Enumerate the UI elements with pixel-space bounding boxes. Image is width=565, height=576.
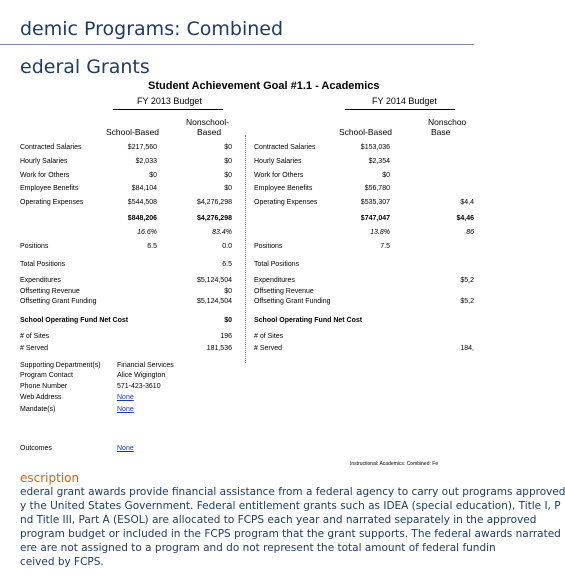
info-value: 571-423-3610	[117, 383, 161, 390]
row-value: $0	[382, 172, 390, 179]
pct-value: 16.6%	[137, 229, 157, 236]
description-heading: escription	[20, 471, 80, 485]
row-label: Contracted Salaries	[254, 144, 316, 151]
description-line: ceived by FCPS.	[20, 556, 104, 568]
title-divider	[0, 44, 474, 45]
description-line: ederal grant awards provide financial assistance from a federal agency to carry out programs approved	[20, 486, 565, 498]
row-value: $0	[224, 185, 232, 192]
row-label: School Operating Fund Net Cost	[254, 317, 363, 324]
mandate-link[interactable]: None	[117, 406, 134, 413]
row-label: Total Positions	[254, 261, 300, 268]
col-nonschool-2014-b: Base	[431, 127, 451, 137]
row-label: # Served	[254, 345, 283, 352]
pct-value: 86	[466, 229, 474, 236]
row-value: 6.5	[147, 243, 157, 250]
page-title: demic Programs: Combined	[20, 18, 284, 40]
total-value: $747,047	[360, 215, 390, 222]
row-value: $0	[224, 158, 232, 165]
row-label: Positions	[254, 243, 283, 250]
row-value: $56,780	[364, 185, 390, 192]
pct-value: 83.4%	[212, 229, 232, 236]
row-label: Expenditures	[20, 277, 61, 284]
row-label: Expenditures	[254, 277, 295, 284]
row-label: School Operating Fund Net Cost	[20, 317, 129, 324]
row-value: $5,2	[460, 277, 474, 284]
fy2013-label: FY 2013 Budget	[137, 96, 202, 106]
year-divider	[245, 135, 246, 363]
row-value: 0.0	[222, 243, 232, 250]
row-value: $5,2	[460, 298, 474, 305]
row-value: $2,033	[135, 158, 157, 165]
row-value: $153,036	[360, 144, 390, 151]
row-label: Contracted Salaries	[20, 144, 82, 151]
row-label: Positions	[20, 243, 49, 250]
row-label: Offsetting Grant Funding	[254, 298, 331, 305]
row-value: 184,	[460, 345, 474, 352]
row-value: $0	[149, 172, 157, 179]
row-value: $0	[224, 172, 232, 179]
row-value: $4,4	[460, 199, 474, 206]
row-label: Hourly Salaries	[254, 158, 302, 165]
row-label: Employee Benefits	[20, 185, 79, 192]
pct-value: 13.8%	[370, 229, 390, 236]
row-value: 6.5	[222, 261, 232, 268]
row-value: $84,104	[131, 185, 157, 192]
fy2013-underline	[113, 109, 223, 110]
row-value: 7.5	[380, 243, 390, 250]
info-label: Web Address	[20, 394, 62, 401]
row-label: Hourly Salaries	[20, 158, 68, 165]
col-nonschool-2014-a: Nonschoo	[428, 117, 467, 127]
row-value: $4,276,298	[196, 199, 232, 206]
total-value: $4,276,298	[196, 215, 232, 222]
row-value: 181,536	[206, 345, 232, 352]
description-line: ere are not assigned to a program and do not represent the total amount of federal fundin	[20, 542, 496, 554]
info-label: Outcomes	[20, 445, 52, 452]
col-nonschool-2013-a: Nonschool-	[186, 117, 229, 127]
row-label: Employee Benefits	[254, 185, 313, 192]
total-value: $848,206	[127, 215, 157, 222]
row-value: 196	[220, 333, 232, 340]
row-label: Total Positions	[20, 261, 66, 268]
col-nonschool-2013-b: Based	[197, 127, 222, 137]
description-line: nd Title III, Part A (ESOL) are allocated to FCPS each year and narrated separately in the approved	[20, 514, 537, 526]
web-address-link[interactable]: None	[117, 394, 134, 401]
col-school-based-2013: School-Based	[106, 127, 159, 137]
section-title: ederal Grants	[20, 56, 150, 78]
outcomes-link[interactable]: None	[117, 445, 134, 452]
row-label: Work for Others	[254, 172, 304, 179]
info-value: Financial Services	[117, 362, 174, 369]
row-label: Offsetting Revenue	[254, 288, 314, 295]
footnote: Instructional: Academics: Combined: Fe	[350, 461, 439, 467]
row-label: Operating Expenses	[20, 199, 84, 206]
info-label: Mandate(s)	[20, 406, 56, 413]
row-label: # Served	[20, 345, 49, 352]
row-value: $217,560	[127, 144, 157, 151]
description-line: program budget or included in the FCPS program that the grant supports. The federal awards narrated	[20, 528, 561, 540]
row-label: # of Sites	[254, 333, 284, 340]
goal-title: Student Achievement Goal #1.1 - Academics	[148, 80, 380, 92]
col-school-based-2014: School-Based	[339, 127, 392, 137]
row-label: Offsetting Grant Funding	[20, 298, 97, 305]
row-value: $0	[224, 317, 232, 324]
info-value: Alice Wigington	[117, 372, 166, 379]
description-line: y the United States Government. Federal entitlement grants such as IDEA (special education), Title I, P	[20, 500, 561, 512]
fy2014-label: FY 2014 Budget	[372, 96, 437, 106]
info-label: Program Contact	[20, 372, 73, 379]
fy2014-underline	[345, 109, 455, 110]
row-value: $544,508	[127, 199, 157, 206]
row-value: $2,354	[368, 158, 390, 165]
row-label: Work for Others	[20, 172, 70, 179]
row-value: $535,307	[360, 199, 390, 206]
info-label: Phone Number	[20, 383, 68, 390]
row-value: $0	[224, 288, 232, 295]
info-label: Supporting Department(s)	[20, 362, 101, 369]
row-value: $0	[224, 144, 232, 151]
row-value: $5,124,504	[196, 298, 232, 305]
row-label: # of Sites	[20, 333, 50, 340]
row-label: Operating Expenses	[254, 199, 318, 206]
row-label: Offsetting Revenue	[20, 288, 80, 295]
total-value: $4,46	[456, 215, 474, 222]
row-value: $5,124,504	[196, 277, 232, 284]
